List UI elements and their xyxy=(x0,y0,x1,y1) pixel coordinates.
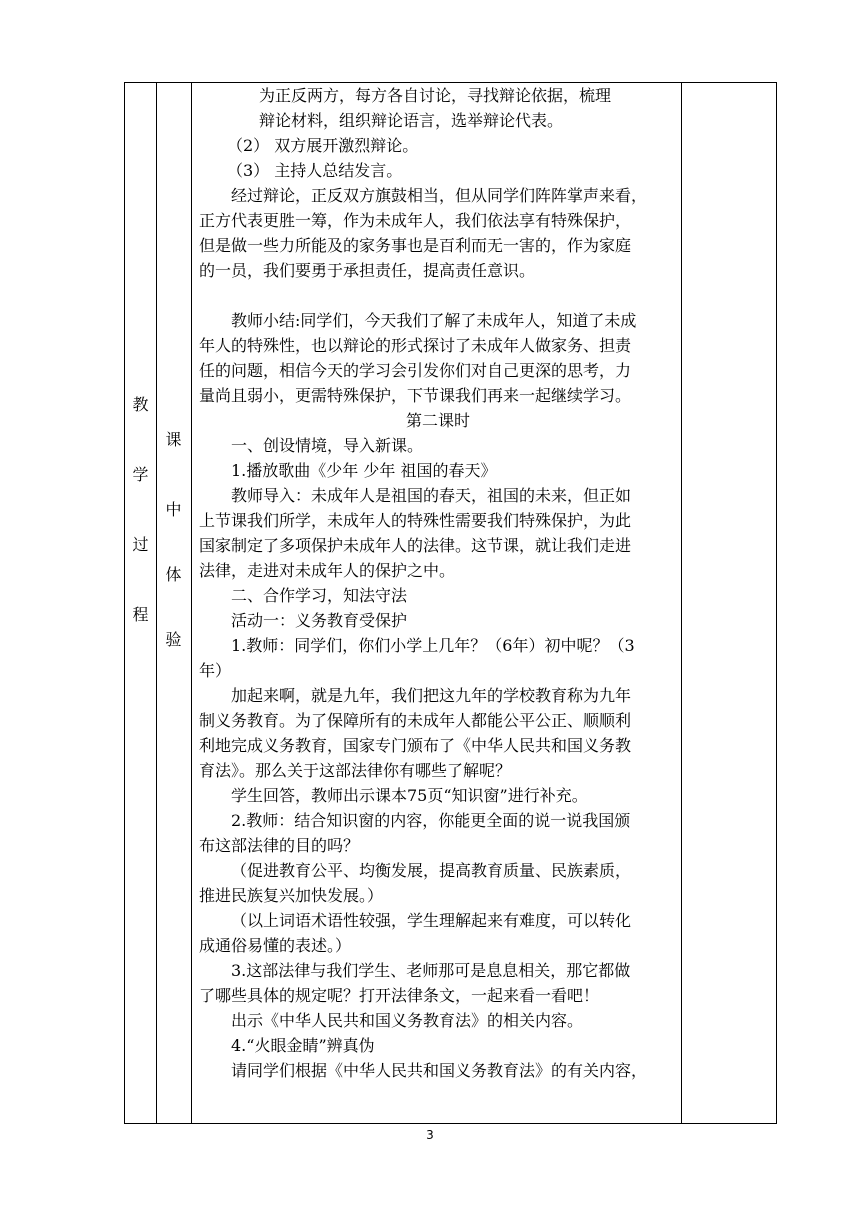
text-line: 育法》。那么关于这部法律你有哪些了解呢？ xyxy=(199,761,512,780)
text-line: 学生回答，教师出示课本75页“知识窗”进行补充。 xyxy=(231,786,588,805)
phase-label-char: 验 xyxy=(165,630,182,649)
text-line: （3） 主持人总结发言。 xyxy=(227,161,403,180)
text-line: 2.教师：结合知识窗的内容，你能更全面的说一说我国颁 xyxy=(231,811,631,830)
text-line: 制义务教育。为了保障所有的未成年人都能公平公正、顺顺利 xyxy=(199,711,632,730)
stage-label-char: 程 xyxy=(132,605,149,624)
text-line: 教师小结:同学们，今天我们了解了未成年人，知道了未成 xyxy=(231,311,637,330)
text-line: 请同学们根据《中华人民共和国义务教育法》的有关内容， xyxy=(231,1061,648,1080)
text-line: 活动一：义务教育受保护 xyxy=(231,611,408,630)
text-line: 利地完成义务教育，国家专门颁布了《中华人民共和国义务教 xyxy=(199,736,632,755)
text-line: （2） 双方展开激烈辩论。 xyxy=(227,136,419,155)
text-line: 出示《中华人民共和国义务教育法》的相关内容。 xyxy=(231,1011,584,1030)
text-line: 为正反两方，每方各自讨论，寻找辩论依据，梳理 xyxy=(259,86,612,105)
text-line: 量尚且弱小，更需特殊保护，下节课我们再来一起继续学习。 xyxy=(199,386,632,405)
text-line: 年人的特殊性，也以辩论的形式探讨了未成年人做家务、担责 xyxy=(199,336,632,355)
text-line: 上节课我们所学，未成年人的特殊性需要我们特殊保护，为此 xyxy=(199,511,632,530)
page-number: 3 xyxy=(426,1128,434,1142)
text-line: 1.教师：同学们，你们小学上几年？（6年）初中呢？（3 xyxy=(231,636,635,655)
text-line: 的一员，我们要勇于承担责任，提高责任意识。 xyxy=(199,261,536,280)
text-line: 布这部法律的目的吗？ xyxy=(199,836,360,855)
column-divider xyxy=(156,83,157,1123)
phase-label-char: 体 xyxy=(165,565,182,584)
column-divider xyxy=(681,83,682,1123)
phase-label-char: 课 xyxy=(165,430,182,449)
text-line: 成通俗易懂的表述。） xyxy=(199,936,352,955)
text-line: 加起来啊，就是九年，我们把这九年的学校教育称为九年 xyxy=(231,686,632,705)
text-line: （以上词语术语性较强，学生理解起来有难度，可以转化 xyxy=(231,911,632,930)
text-line: 推进民族复兴加快发展。） xyxy=(199,886,384,905)
text-line: 正方代表更胜一筹，作为未成年人，我们依法享有特殊保护， xyxy=(199,211,632,230)
text-line: 经过辩论，正反双方旗鼓相当，但从同学们阵阵掌声来看， xyxy=(231,186,648,205)
text-line: （促进教育公平、均衡发展，提高教育质量、民族素质， xyxy=(231,861,632,880)
stage-label-char: 过 xyxy=(132,535,149,554)
text-line: 教师导入：未成年人是祖国的春天，祖国的未来，但正如 xyxy=(231,486,632,505)
stage-label-char: 学 xyxy=(132,465,149,484)
text-line: 3.这部法律与我们学生、老师那可是息息相关，那它都做 xyxy=(231,961,631,980)
section-title: 第二课时 xyxy=(405,411,470,430)
lesson-content xyxy=(199,83,677,1083)
text-line: 但是做一些力所能及的家务事也是百利而无一害的，作为家庭 xyxy=(199,236,632,255)
lesson-table xyxy=(124,82,777,1124)
text-line: 一、创设情境，导入新课。 xyxy=(231,436,424,455)
column-divider xyxy=(191,83,192,1123)
text-line: 4.“火眼金睛”辨真伪 xyxy=(231,1036,375,1055)
text-line: 年） xyxy=(199,661,232,680)
text-line: 法律，走进对未成年人的保护之中。 xyxy=(199,561,456,580)
stage-label-char: 教 xyxy=(132,395,149,414)
text-line: 了哪些具体的规定呢？打开法律条文，一起来看一看吧！ xyxy=(199,986,600,1005)
text-line: 二、合作学习，知法守法 xyxy=(231,586,408,605)
text-line: 国家制定了多项保护未成年人的法律。这节课，就让我们走进 xyxy=(199,536,632,555)
text-line: 辩论材料，组织辩论语言，选举辩论代表。 xyxy=(259,111,564,130)
text-line: 1.播放歌曲《少年 少年 祖国的春天》 xyxy=(231,461,497,480)
phase-label-char: 中 xyxy=(165,500,182,519)
text-line: 任的问题，相信今天的学习会引发你们对自己更深的思考，力 xyxy=(199,361,632,380)
